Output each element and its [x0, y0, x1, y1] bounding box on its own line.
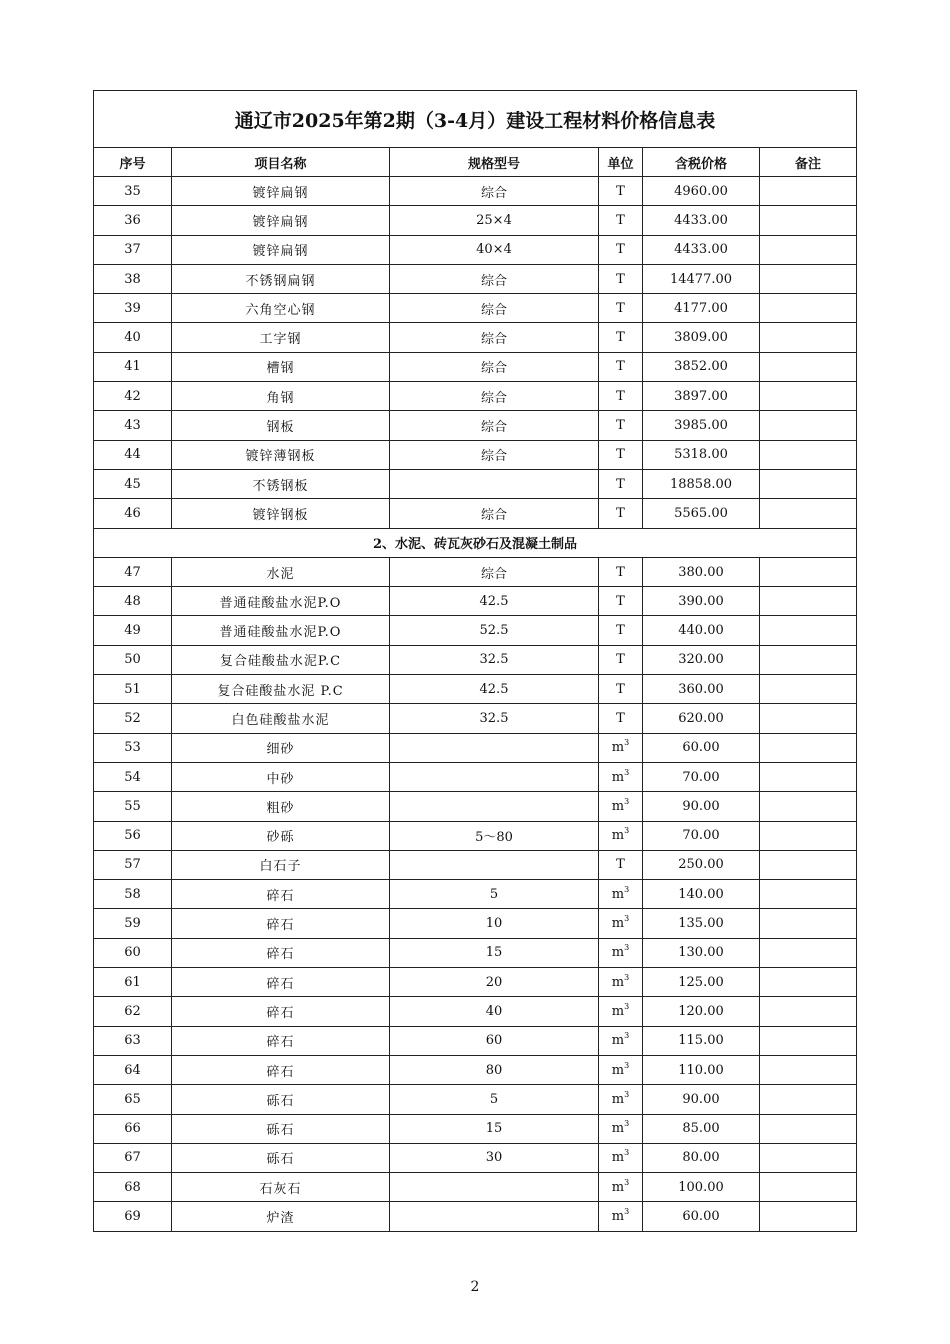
cell-price: 14477.00: [643, 264, 760, 293]
cell-name: 钢板: [172, 411, 390, 440]
section-row: [94, 528, 857, 557]
cell-spec: 综合: [390, 440, 599, 469]
section-heading: 2、水泥、砖瓦灰砂石及混凝土制品: [94, 528, 857, 557]
cell-price: 130.00: [643, 938, 760, 967]
header-unit: 单位: [599, 148, 643, 177]
cell-name: 粗砂: [172, 792, 390, 821]
cell-price: 135.00: [643, 909, 760, 938]
table-row: [94, 938, 857, 967]
cell-note: [760, 645, 857, 674]
cell-note: [760, 323, 857, 352]
cell-seq: 47: [94, 557, 172, 586]
table-row: [94, 1055, 857, 1084]
table-title: 通辽市2025年第2期（3-4月）建设工程材料价格信息表: [94, 91, 857, 148]
cell-seq: 35: [94, 177, 172, 206]
cell-price: 100.00: [643, 1173, 760, 1202]
table-row: [94, 704, 857, 733]
cell-seq: 55: [94, 792, 172, 821]
steel-rows: [94, 177, 857, 529]
cell-price: 390.00: [643, 587, 760, 616]
cell-seq: 54: [94, 762, 172, 791]
cell-price: 3809.00: [643, 323, 760, 352]
cell-unit: $m^3$: [599, 909, 643, 938]
cell-name: 镀锌扁钢: [172, 206, 390, 235]
cell-spec: 60: [390, 1026, 599, 1055]
cell-spec: 5: [390, 880, 599, 909]
cell-spec: 5: [390, 1085, 599, 1114]
cell-name: 镀锌扁钢: [172, 177, 390, 206]
cell-name: 镀锌钢板: [172, 499, 390, 528]
cell-name: 水泥: [172, 557, 390, 586]
cell-price: 125.00: [643, 968, 760, 997]
cell-note: [760, 587, 857, 616]
table-row: [94, 235, 857, 264]
table-row: [94, 821, 857, 850]
cell-price: 90.00: [643, 1085, 760, 1114]
cell-note: [760, 968, 857, 997]
cell-unit: $m^3$: [599, 733, 643, 762]
cell-spec: 15: [390, 1114, 599, 1143]
cell-note: [760, 1173, 857, 1202]
cell-seq: 58: [94, 880, 172, 909]
table-row: [94, 206, 857, 235]
cell-note: [760, 1085, 857, 1114]
cell-name: 白色硅酸盐水泥: [172, 704, 390, 733]
cell-unit: $m^3$: [599, 792, 643, 821]
cell-unit: T: [599, 235, 643, 264]
cell-spec: 综合: [390, 264, 599, 293]
cell-unit: $m^3$: [599, 1202, 643, 1231]
cell-unit: T: [599, 177, 643, 206]
cell-unit: T: [599, 675, 643, 704]
table-row: [94, 616, 857, 645]
cell-price: 4177.00: [643, 294, 760, 323]
cell-price: 320.00: [643, 645, 760, 674]
cell-price: 18858.00: [643, 469, 760, 498]
cell-spec: 80: [390, 1055, 599, 1084]
cell-unit: T: [599, 206, 643, 235]
cell-spec: 综合: [390, 352, 599, 381]
table-row: [94, 587, 857, 616]
cell-spec: 综合: [390, 177, 599, 206]
header-note: 备注: [760, 148, 857, 177]
cell-name: 角钢: [172, 382, 390, 411]
cell-spec: 32.5: [390, 645, 599, 674]
cell-name: 碎石: [172, 880, 390, 909]
cell-spec: [390, 1202, 599, 1231]
cell-spec: [390, 762, 599, 791]
cell-note: [760, 352, 857, 381]
cell-unit: T: [599, 616, 643, 645]
cell-price: 4960.00: [643, 177, 760, 206]
cell-name: 细砂: [172, 733, 390, 762]
cell-note: [760, 557, 857, 586]
cell-note: [760, 675, 857, 704]
cell-seq: 61: [94, 968, 172, 997]
cell-seq: 62: [94, 997, 172, 1026]
header-seq: 序号: [94, 148, 172, 177]
cell-seq: 65: [94, 1085, 172, 1114]
cell-note: [760, 235, 857, 264]
cell-unit: T: [599, 382, 643, 411]
table-row: [94, 880, 857, 909]
cell-note: [760, 177, 857, 206]
table-row: [94, 264, 857, 293]
cell-unit: $m^3$: [599, 1143, 643, 1172]
cell-spec: [390, 1173, 599, 1202]
cell-seq: 40: [94, 323, 172, 352]
cell-note: [760, 440, 857, 469]
table-row: [94, 440, 857, 469]
cell-seq: 66: [94, 1114, 172, 1143]
cell-name: 工字钢: [172, 323, 390, 352]
cell-name: 中砂: [172, 762, 390, 791]
table-row: [94, 323, 857, 352]
cell-spec: 5～80: [390, 821, 599, 850]
cell-seq: 48: [94, 587, 172, 616]
table-row: [94, 1026, 857, 1055]
cell-price: 90.00: [643, 792, 760, 821]
cell-note: [760, 382, 857, 411]
table-row: [94, 645, 857, 674]
cell-unit: $m^3$: [599, 762, 643, 791]
cell-price: 115.00: [643, 1026, 760, 1055]
cell-note: [760, 997, 857, 1026]
cell-note: [760, 1202, 857, 1231]
cell-seq: 37: [94, 235, 172, 264]
header-price: 含税价格: [643, 148, 760, 177]
cell-price: 250.00: [643, 850, 760, 879]
cell-spec: 综合: [390, 411, 599, 440]
page-number: 2: [470, 1279, 480, 1295]
table-row: [94, 382, 857, 411]
cell-note: [760, 762, 857, 791]
table-row: [94, 469, 857, 498]
cell-unit: T: [599, 469, 643, 498]
cell-name: 碎石: [172, 1026, 390, 1055]
cell-note: [760, 821, 857, 850]
cell-name: 槽钢: [172, 352, 390, 381]
cell-seq: 50: [94, 645, 172, 674]
table-row: [94, 997, 857, 1026]
cell-seq: 46: [94, 499, 172, 528]
table-row: [94, 499, 857, 528]
table-row: [94, 352, 857, 381]
cell-spec: 40: [390, 997, 599, 1026]
cell-unit: T: [599, 411, 643, 440]
cell-seq: 53: [94, 733, 172, 762]
cell-note: [760, 499, 857, 528]
cell-name: 炉渣: [172, 1202, 390, 1231]
cell-unit: $m^3$: [599, 1114, 643, 1143]
cell-unit: T: [599, 264, 643, 293]
cell-name: 镀锌薄钢板: [172, 440, 390, 469]
cell-seq: 59: [94, 909, 172, 938]
cell-note: [760, 850, 857, 879]
table-row: [94, 909, 857, 938]
section-row-group: [94, 528, 857, 557]
cell-unit: $m^3$: [599, 1026, 643, 1055]
cell-note: [760, 1026, 857, 1055]
price-table: [93, 90, 857, 1232]
cell-spec: 42.5: [390, 587, 599, 616]
cell-name: 不锈钢板: [172, 469, 390, 498]
cell-spec: 30: [390, 1143, 599, 1172]
cell-seq: 41: [94, 352, 172, 381]
cell-note: [760, 1055, 857, 1084]
cell-unit: $m^3$: [599, 821, 643, 850]
table-row: [94, 1202, 857, 1231]
cell-price: 3985.00: [643, 411, 760, 440]
cell-seq: 36: [94, 206, 172, 235]
cell-price: 380.00: [643, 557, 760, 586]
cell-unit: T: [599, 499, 643, 528]
table-row: [94, 792, 857, 821]
cell-name: 砾石: [172, 1114, 390, 1143]
cell-spec: 综合: [390, 499, 599, 528]
cell-name: 普通硅酸盐水泥P.O: [172, 616, 390, 645]
header-spec: 规格型号: [390, 148, 599, 177]
cell-seq: 43: [94, 411, 172, 440]
cell-note: [760, 411, 857, 440]
cell-price: 110.00: [643, 1055, 760, 1084]
cell-name: 镀锌扁钢: [172, 235, 390, 264]
cell-price: 3897.00: [643, 382, 760, 411]
cell-note: [760, 206, 857, 235]
table-row: [94, 762, 857, 791]
cell-price: 3852.00: [643, 352, 760, 381]
cell-seq: 42: [94, 382, 172, 411]
cell-note: [760, 792, 857, 821]
cell-name: 不锈钢扁钢: [172, 264, 390, 293]
cell-seq: 52: [94, 704, 172, 733]
cell-spec: 32.5: [390, 704, 599, 733]
table-row: [94, 1143, 857, 1172]
cell-unit: $m^3$: [599, 1173, 643, 1202]
cell-name: 白石子: [172, 850, 390, 879]
header-name: 项目名称: [172, 148, 390, 177]
cell-name: 碎石: [172, 938, 390, 967]
cell-seq: 39: [94, 294, 172, 323]
table-row: [94, 968, 857, 997]
cell-spec: 40×4: [390, 235, 599, 264]
cell-unit: $m^3$: [599, 968, 643, 997]
cell-unit: T: [599, 294, 643, 323]
cell-price: 4433.00: [643, 235, 760, 264]
cell-name: 砾石: [172, 1143, 390, 1172]
table-row: [94, 411, 857, 440]
cell-spec: 15: [390, 938, 599, 967]
cell-unit: T: [599, 587, 643, 616]
cell-price: 60.00: [643, 1202, 760, 1231]
cell-spec: 10: [390, 909, 599, 938]
cell-spec: 综合: [390, 557, 599, 586]
cell-note: [760, 1114, 857, 1143]
cell-price: 70.00: [643, 821, 760, 850]
cell-spec: 25×4: [390, 206, 599, 235]
cell-seq: 57: [94, 850, 172, 879]
cell-unit: T: [599, 704, 643, 733]
cell-seq: 68: [94, 1173, 172, 1202]
cell-unit: T: [599, 557, 643, 586]
cell-unit: T: [599, 440, 643, 469]
cell-name: 石灰石: [172, 1173, 390, 1202]
cell-unit: T: [599, 645, 643, 674]
cell-unit: $m^3$: [599, 880, 643, 909]
cell-unit: T: [599, 352, 643, 381]
cell-price: 5565.00: [643, 499, 760, 528]
table-row: [94, 557, 857, 586]
table-row: [94, 1173, 857, 1202]
cell-name: 普通硅酸盐水泥P.O: [172, 587, 390, 616]
cell-spec: 综合: [390, 294, 599, 323]
cell-seq: 44: [94, 440, 172, 469]
cell-spec: 20: [390, 968, 599, 997]
cell-price: 5318.00: [643, 440, 760, 469]
cell-seq: 51: [94, 675, 172, 704]
cell-spec: [390, 469, 599, 498]
cell-note: [760, 733, 857, 762]
header-row: [94, 148, 857, 177]
cell-spec: 52.5: [390, 616, 599, 645]
cell-price: 360.00: [643, 675, 760, 704]
cell-name: 碎石: [172, 909, 390, 938]
cell-spec: 综合: [390, 382, 599, 411]
cell-name: 碎石: [172, 968, 390, 997]
cell-price: 440.00: [643, 616, 760, 645]
cell-note: [760, 616, 857, 645]
table-row: [94, 1085, 857, 1114]
cell-seq: 45: [94, 469, 172, 498]
cell-price: 85.00: [643, 1114, 760, 1143]
cell-seq: 60: [94, 938, 172, 967]
cell-name: 碎石: [172, 1055, 390, 1084]
cell-name: 复合硅酸盐水泥P.C: [172, 645, 390, 674]
cell-seq: 49: [94, 616, 172, 645]
cell-name: 砾石: [172, 1085, 390, 1114]
table-row: [94, 1114, 857, 1143]
cell-unit: T: [599, 850, 643, 879]
cell-name: 六角空心钢: [172, 294, 390, 323]
cell-price: 620.00: [643, 704, 760, 733]
cell-note: [760, 1143, 857, 1172]
cell-unit: T: [599, 323, 643, 352]
cell-note: [760, 880, 857, 909]
cell-spec: [390, 733, 599, 762]
cell-seq: 56: [94, 821, 172, 850]
cell-note: [760, 469, 857, 498]
cell-price: 60.00: [643, 733, 760, 762]
cell-note: [760, 909, 857, 938]
cell-name: 复合硅酸盐水泥 P.C: [172, 675, 390, 704]
cell-seq: 63: [94, 1026, 172, 1055]
cell-spec: 综合: [390, 323, 599, 352]
table-row: [94, 733, 857, 762]
table-row: [94, 177, 857, 206]
cell-unit: $m^3$: [599, 997, 643, 1026]
cell-unit: $m^3$: [599, 1055, 643, 1084]
cell-price: 80.00: [643, 1143, 760, 1172]
title-row: [94, 91, 857, 148]
cell-spec: [390, 850, 599, 879]
cell-unit: $m^3$: [599, 1085, 643, 1114]
cell-price: 70.00: [643, 762, 760, 791]
cell-note: [760, 294, 857, 323]
cell-price: 120.00: [643, 997, 760, 1026]
cell-name: 砂砾: [172, 821, 390, 850]
cement-rows: [94, 557, 857, 1231]
cell-spec: 42.5: [390, 675, 599, 704]
cell-unit: $m^3$: [599, 938, 643, 967]
cell-name: 碎石: [172, 997, 390, 1026]
cell-spec: [390, 792, 599, 821]
table-row: [94, 675, 857, 704]
cell-price: 4433.00: [643, 206, 760, 235]
cell-seq: 64: [94, 1055, 172, 1084]
cell-seq: 38: [94, 264, 172, 293]
cell-note: [760, 264, 857, 293]
table-row: [94, 850, 857, 879]
cell-note: [760, 938, 857, 967]
table-row: [94, 294, 857, 323]
cell-seq: 67: [94, 1143, 172, 1172]
cell-price: 140.00: [643, 880, 760, 909]
cell-note: [760, 704, 857, 733]
cell-seq: 69: [94, 1202, 172, 1231]
